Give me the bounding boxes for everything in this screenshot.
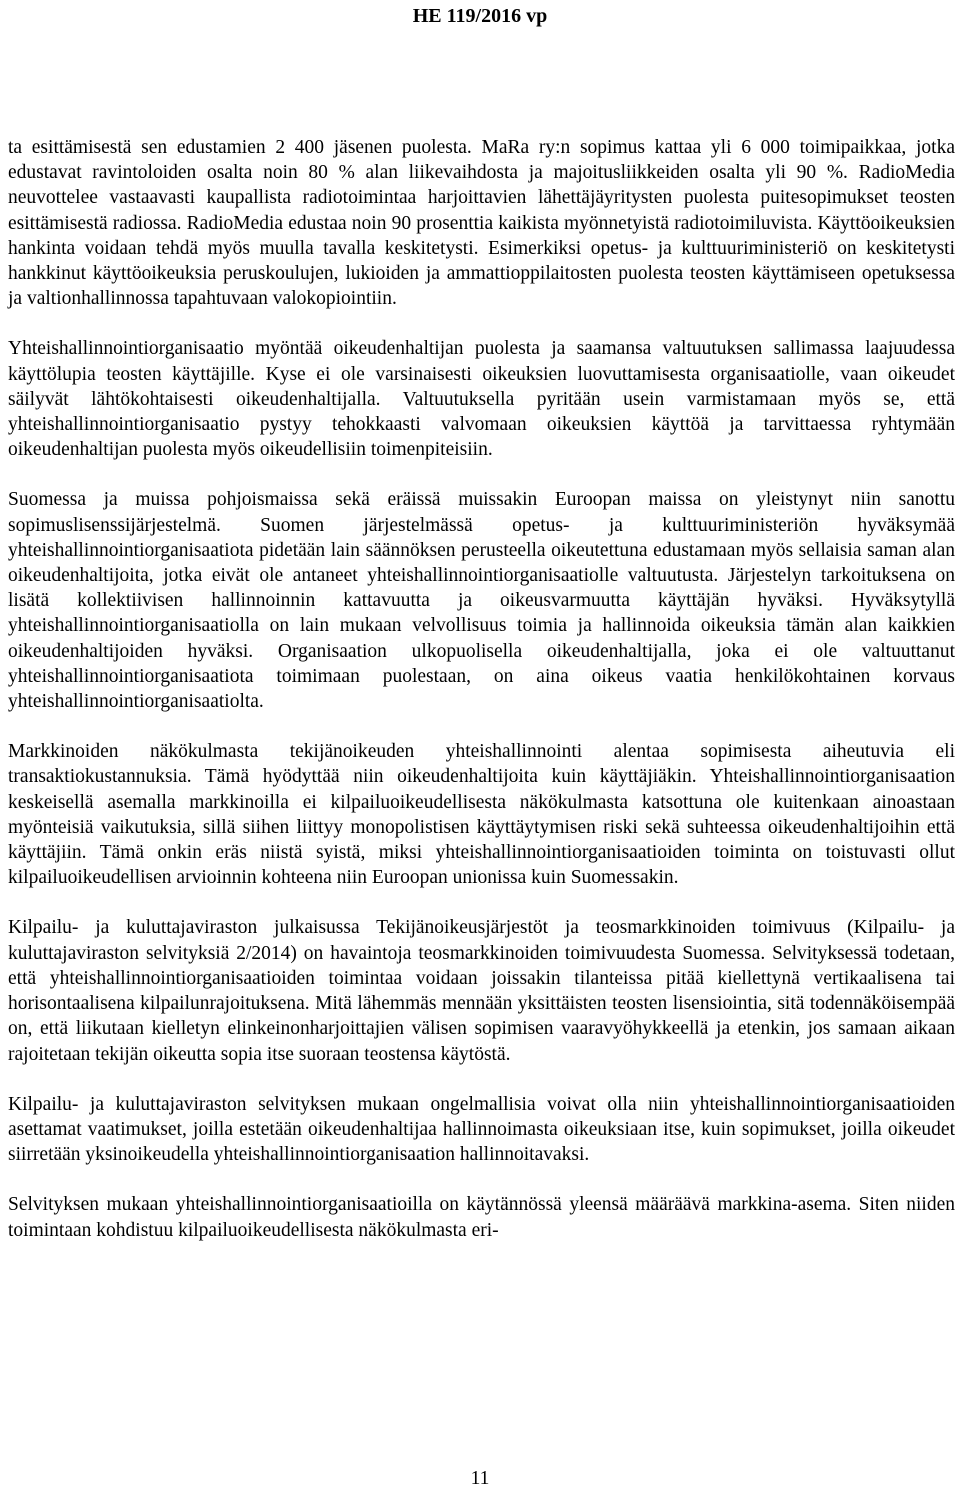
document-body	[8, 135, 955, 1268]
paragraph: Yhteishallinnointiorganisaatio myöntää oikeudenhaltijan puolesta ja saamansa valtuutuksen sallimassa laajuudessa käyttölupia teosten käyttäjille. Kyse ei ole varsinaisesti oikeuksien luovuttamisesta organisaatiolle, vaan oikeudet säilyvät lähtökohtaisesti oikeudenhaltijalla. Valtuutuksella pyritään usein varmistamaan myös se, että yhteishallinnointiorganisaatio pystyy tehokkaasti valvomaan oikeuksien käyttöä ja tarvittaessa ryhtymään oikeudenhaltijan puolesta myös oikeudellisiin toimenpiteisiin.	[8, 338, 955, 461]
paragraph: Markkinoiden näkökulmasta tekijänoikeuden yhteishallinnointi alentaa sopimisesta aiheutuvia eli transaktiokustannuksia. Tämä hyödyttää niin oikeudenhaltijoita kuin käyttäjiäkin. Yhteishallinnointiorganisaation keskeisellä asemalla markkinoilla ei kilpailuoikeudellisesta näkökulmasta katsottuna ole kuitenkaan ainoastaan myönteisiä vaikutuksia, sillä siihen liittyy monopolistisen käyttäytymisen riski sekä suhteessa oikeudenhaltijoihin että käyttäjiin. Tämä onkin eräs niistä syistä, miksi yhteishallinnointiorganisaatioiden toiminta on toistuvasti ollut kilpailuoikeudellisen arvioinnin kohteena niin Euroopan unionissa kuin Suomessakin.	[8, 741, 955, 889]
page-header: HE 119/2016 vp	[412, 5, 548, 27]
paragraph: Selvityksen mukaan yhteishallinnointiorganisaatioilla on käytännössä yleensä määräävä markkina-asema. Siten niiden toimintaan kohdistuu kilpailuoikeudellisesta näkökulmasta eri-	[8, 1194, 955, 1241]
paragraph: Kilpailu- ja kuluttajaviraston selvityksen mukaan ongelmallisia voivat olla niin yhteishallinnointiorganisaatioiden asettamat vaatimukset, joilla estetään oikeudenhaltijaa hallinnoimasta oikeuksiaan itse, kuin sopimukset, joilla oikeudet siirretään yksinoikeudella yhteishallinnointiorganisaation hallinnoitavaksi.	[8, 1093, 955, 1166]
paragraph: Kilpailu- ja kuluttajaviraston julkaisussa Tekijänoikeusjärjestöt ja teosmarkkinoiden toimivuus (Kilpailu- ja kuluttajaviraston selvityksiä 2/2014) on havaintoja teosmarkkinoiden toimivuudesta Suomessa. Selvityksessä todetaan, että yhteishallinnointiorganisaatioiden toimintaa voidaan joissakin tilanteissa pitää kiellettynä vertikaalisena tai horisontaalisena kilpailunrajoituksena. Mitä lähemmäs mennään yksittäisten teosten lisensiointia, sitä todennäköisempää on, että liikutaan kielletyn elinkeinonharjoittajien välisen sopimisen vaaravyöhykkeellä ja etenkin, jos samaan aikaan rajoitetaan tekijän oikeutta sopia itse suoraan teostensa käytöstä.	[8, 917, 955, 1065]
paragraph: ta esittämisestä sen edustamien 2 400 jäsenen puolesta. MaRa ry:n sopimus kattaa yli 6 000 toimipaikkaa, jotka edustavat ravintoloiden osalta noin 80 % alan liikevaihdosta ja majoitusliikkeiden osalta yli 90 %. RadioMedia neuvottelee vastaavasti kaupallista radiotoimintaa harjoittavien lähettäjäyritysten puolesta puitesopimukset teosten esittämisestä radiossa. RadioMedia edustaa noin 90 prosenttia kaikista myönnetyistä radiotoimiluvista. Käyttöoikeuksien hankinta voidaan tehdä myös muulla tavalla keskitetysti. Esimerkiksi opetus- ja kulttuuriministeriö on keskitetysti hankkinut käyttöoikeuksia peruskoulujen, lukioiden ja ammattioppilaitosten puolesta teosten käyttämiseen opetuksessa ja valtionhallinnossa tapahtuvaan valokopiointiin.	[8, 137, 955, 310]
page-number: 11	[470, 1468, 490, 1489]
paragraph: Suomessa ja muissa pohjoismaissa sekä eräissä muissakin Euroopan maissa on yleistynyt niin sanottu sopimuslisenssijärjestelmä. Suomen järjestelmässä opetus- ja kulttuuriministeriön hyväksymää yhteishallinnointiorganisaatiota pidetään lain säännöksen perusteella oikeutettuna edustamaan myös sellaisia saman alan oikeudenhaltijoita, jotka eivät ole antaneet yhteishallinnointiorganisaatiolle valtuutusta. Järjestelyn tarkoituksena on lisätä kollektiivisen hallinnoinnin kattavuutta ja oikeusvarmuutta käyttäjän hyväksi. Hyväksytyllä yhteishallinnointiorganisaatiolla on lain mukaan velvollisuus toimia ja hallinnoida oikeuksia tämän alan kaikkien oikeudenhaltijoiden hyväksi. Organisaation ulkopuolisella oikeudenhaltijalla, joka ei ole valtuuttanut yhteishallinnointiorganisaatiota toimimaan puolestaan, on aina oikeus vaatia henkilökohtainen korvaus yhteishallinnointiorganisaatiolta.	[8, 489, 955, 713]
